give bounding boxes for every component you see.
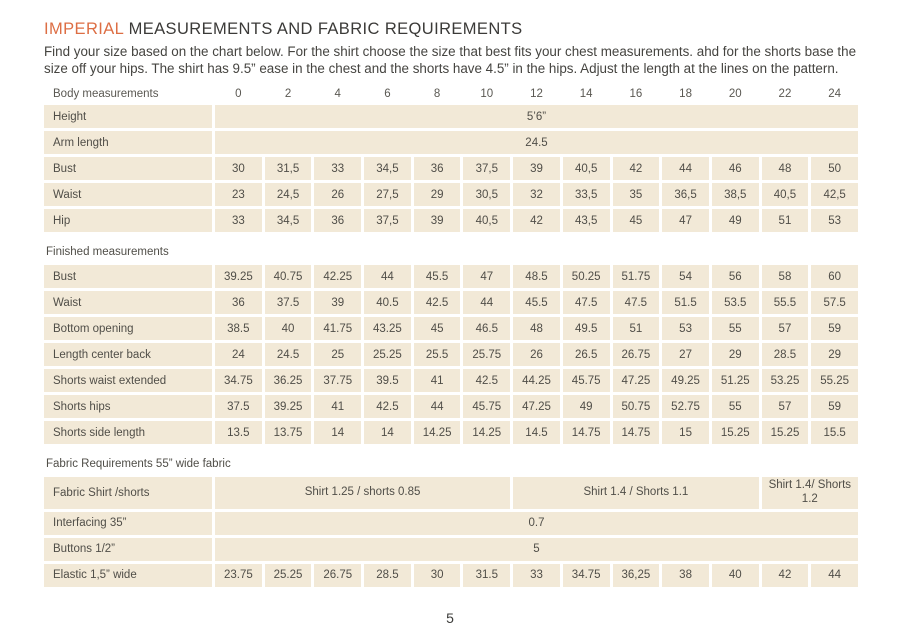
value-cell: 38 <box>662 564 709 587</box>
value-cell: 53 <box>662 317 709 340</box>
value-cell: 31,5 <box>265 157 312 180</box>
value-cell: 36 <box>215 291 262 314</box>
value-cell: 50 <box>811 157 858 180</box>
value-cell: 40.5 <box>364 291 411 314</box>
value-cell: 30 <box>414 564 461 587</box>
merged-value-cell: 5 <box>215 538 858 561</box>
row-label-cell: Bust <box>44 157 212 180</box>
size-column-header: 4 <box>334 88 341 100</box>
value-cell: 44.25 <box>513 369 560 392</box>
value-cell: 40.75 <box>265 265 312 288</box>
value-cell: 58 <box>762 265 809 288</box>
value-cell: 14.25 <box>463 421 510 444</box>
value-cell: 49.25 <box>662 369 709 392</box>
row-label-cell: Height <box>44 105 212 128</box>
value-cell: 40,5 <box>762 183 809 206</box>
section-label: Fabric Requirements 55” wide fabric <box>46 458 231 470</box>
size-column-header: 8 <box>433 88 441 100</box>
value-cell: 34,5 <box>265 209 312 232</box>
value-cell: 42.5 <box>414 291 461 314</box>
value-cell: 38.5 <box>215 317 262 340</box>
value-cell: 45.75 <box>463 395 510 418</box>
row-label-cell: Shorts waist extended <box>44 369 212 392</box>
value-cell: 36 <box>414 157 461 180</box>
value-cell: 59 <box>811 317 858 340</box>
value-cell: 57.5 <box>811 291 858 314</box>
size-column-header: 6 <box>384 88 391 100</box>
title-accent: IMPERIAL <box>44 20 124 38</box>
row-label-cell: Shorts hips <box>44 395 212 418</box>
value-cell: 33 <box>314 157 361 180</box>
value-cell: 45 <box>613 209 660 232</box>
value-cell: 47.25 <box>513 395 560 418</box>
value-cell: 33 <box>513 564 560 587</box>
value-cell: 45 <box>414 317 461 340</box>
value-cell: 42.25 <box>314 265 361 288</box>
value-cell: 45.5 <box>414 265 461 288</box>
value-cell: 47.25 <box>613 369 660 392</box>
value-cell: 36,25 <box>613 564 660 587</box>
row-label-cell: Elastic 1,5” wide <box>44 564 212 587</box>
value-cell: 25.25 <box>364 343 411 366</box>
value-cell: 45.5 <box>513 291 560 314</box>
value-cell: 43.25 <box>364 317 411 340</box>
value-cell: 33 <box>215 209 262 232</box>
value-cell: 14.75 <box>563 421 610 444</box>
value-cell: 29 <box>414 183 461 206</box>
page-title <box>44 20 858 39</box>
title-rest: MEASUREMENTS AND FABRIC REQUIREMENTS <box>128 20 523 38</box>
value-cell: 57 <box>762 395 809 418</box>
value-cell: 55.25 <box>811 369 858 392</box>
value-cell: 25.25 <box>265 564 312 587</box>
value-cell: 27,5 <box>364 183 411 206</box>
value-cell: 24.5 <box>265 343 312 366</box>
value-cell: 13.75 <box>265 421 312 444</box>
value-cell: 34,5 <box>364 157 411 180</box>
value-cell: 30 <box>215 157 262 180</box>
value-cell: 55 <box>712 395 759 418</box>
size-column-header: 0 <box>235 88 242 100</box>
value-cell: 37,5 <box>463 157 510 180</box>
row-label-cell: Hip <box>44 209 212 232</box>
size-column-header: 10 <box>480 88 494 100</box>
value-cell: 29 <box>811 343 858 366</box>
value-cell: 39.25 <box>265 395 312 418</box>
row-label-cell: Interfacing 35” <box>44 512 212 535</box>
value-cell: 40 <box>712 564 759 587</box>
value-cell: 40,5 <box>463 209 510 232</box>
value-cell: 42,5 <box>811 183 858 206</box>
value-cell: 47.5 <box>613 291 660 314</box>
value-cell: 26.75 <box>314 564 361 587</box>
row-label-cell: Arm length <box>44 131 212 154</box>
row-label-cell: Bust <box>44 265 212 288</box>
value-cell: 38,5 <box>712 183 759 206</box>
value-cell: 48 <box>762 157 809 180</box>
fabric-group-cell: Shirt 1.25 / shorts 0.85 <box>215 477 510 509</box>
merged-value-cell: 24.5 <box>215 131 858 154</box>
value-cell: 55 <box>712 317 759 340</box>
value-cell: 40 <box>265 317 312 340</box>
value-cell: 44 <box>811 564 858 587</box>
value-cell: 39 <box>414 209 461 232</box>
value-cell: 35 <box>613 183 660 206</box>
size-column-header: 22 <box>778 88 792 100</box>
row-label-cell: Waist <box>44 291 212 314</box>
value-cell: 39 <box>314 291 361 314</box>
value-cell: 26 <box>513 343 560 366</box>
value-cell: 37,5 <box>364 209 411 232</box>
value-cell: 39.25 <box>215 265 262 288</box>
value-cell: 14 <box>314 421 361 444</box>
fabric-group-cell: Shirt 1.4 / Shorts 1.1 <box>513 477 758 509</box>
value-cell: 49.5 <box>563 317 610 340</box>
value-cell: 44 <box>414 395 461 418</box>
value-cell: 42 <box>513 209 560 232</box>
value-cell: 43,5 <box>563 209 610 232</box>
value-cell: 45.75 <box>563 369 610 392</box>
value-cell: 25 <box>314 343 361 366</box>
value-cell: 44 <box>662 157 709 180</box>
value-cell: 26 <box>314 183 361 206</box>
size-column-header: 12 <box>530 88 543 100</box>
size-column-header: 2 <box>284 88 292 100</box>
value-cell: 32 <box>513 183 560 206</box>
value-cell: 52.75 <box>662 395 709 418</box>
value-cell: 14.5 <box>513 421 560 444</box>
value-cell: 60 <box>811 265 858 288</box>
value-cell: 56 <box>712 265 759 288</box>
value-cell: 14.75 <box>613 421 660 444</box>
value-cell: 54 <box>662 265 709 288</box>
value-cell: 53.5 <box>712 291 759 314</box>
value-cell: 53.25 <box>762 369 809 392</box>
fabric-group-cell: Shirt 1.4/ Shorts 1.2 <box>762 477 858 509</box>
row-label-cell: Bottom opening <box>44 317 212 340</box>
value-cell: 40,5 <box>563 157 610 180</box>
row-label-cell: Waist <box>44 183 212 206</box>
value-cell: 51.25 <box>712 369 759 392</box>
value-cell: 44 <box>364 265 411 288</box>
value-cell: 28.5 <box>762 343 809 366</box>
value-cell: 14.25 <box>414 421 461 444</box>
merged-value-cell: 0.7 <box>215 512 858 535</box>
value-cell: 42 <box>762 564 809 587</box>
value-cell: 24,5 <box>265 183 312 206</box>
value-cell: 13.5 <box>215 421 262 444</box>
value-cell: 47.5 <box>563 291 610 314</box>
size-column-header: 20 <box>728 88 742 100</box>
row-label-cell: Shorts side length <box>44 421 212 444</box>
row-label-cell: Length center back <box>44 343 212 366</box>
value-cell: 51 <box>762 209 809 232</box>
value-cell: 37.5 <box>265 291 312 314</box>
value-cell: 29 <box>712 343 759 366</box>
value-cell: 42.5 <box>463 369 510 392</box>
value-cell: 37.75 <box>314 369 361 392</box>
value-cell: 59 <box>811 395 858 418</box>
measurement-table <box>44 86 858 587</box>
value-cell: 46.5 <box>463 317 510 340</box>
page-number: 5 <box>446 610 454 626</box>
value-cell: 37.5 <box>215 395 262 418</box>
value-cell: 25.5 <box>414 343 461 366</box>
value-cell: 26.5 <box>563 343 610 366</box>
value-cell: 15.25 <box>712 421 759 444</box>
value-cell: 51 <box>613 317 660 340</box>
size-column-header: 24 <box>828 88 842 100</box>
value-cell: 36 <box>314 209 361 232</box>
value-cell: 26.75 <box>613 343 660 366</box>
row-label-cell: Fabric Shirt /shorts <box>44 477 212 509</box>
value-cell: 24 <box>215 343 262 366</box>
value-cell: 50.25 <box>563 265 610 288</box>
value-cell: 53 <box>811 209 858 232</box>
merged-value-cell: 5’6” <box>215 105 858 128</box>
value-cell: 15.25 <box>762 421 809 444</box>
value-cell: 42.5 <box>364 395 411 418</box>
value-cell: 31.5 <box>463 564 510 587</box>
value-cell: 30,5 <box>463 183 510 206</box>
value-cell: 27 <box>662 343 709 366</box>
value-cell: 15 <box>662 421 709 444</box>
table-header-label: Body measurements <box>53 88 159 100</box>
value-cell: 41 <box>314 395 361 418</box>
value-cell: 48.5 <box>513 265 560 288</box>
size-column-header: 18 <box>679 88 692 100</box>
section-label: Finished measurements <box>46 246 169 258</box>
value-cell: 33,5 <box>563 183 610 206</box>
row-label-cell: Buttons 1/2” <box>44 538 212 561</box>
intro-paragraph: Find your size based on the chart below. For the shirt choose the size that best fits your chest measurements. ahd for the shorts base the size off your hips. The shirt has 9.5” ease in the chest and the shorts have 4.5” in the hips. Adjust the length at the lines on the pattern. <box>44 44 857 76</box>
value-cell: 42 <box>613 157 660 180</box>
value-cell: 48 <box>513 317 560 340</box>
value-cell: 55.5 <box>762 291 809 314</box>
value-cell: 50.75 <box>613 395 660 418</box>
value-cell: 28.5 <box>364 564 411 587</box>
value-cell: 49 <box>563 395 610 418</box>
value-cell: 23.75 <box>215 564 262 587</box>
size-column-header: 16 <box>629 88 643 100</box>
value-cell: 39.5 <box>364 369 411 392</box>
value-cell: 51.5 <box>662 291 709 314</box>
value-cell: 44 <box>463 291 510 314</box>
value-cell: 47 <box>662 209 709 232</box>
size-column-header: 14 <box>579 88 593 100</box>
value-cell: 39 <box>513 157 560 180</box>
value-cell: 49 <box>712 209 759 232</box>
value-cell: 46 <box>712 157 759 180</box>
value-cell: 36.25 <box>265 369 312 392</box>
value-cell: 41 <box>414 369 461 392</box>
value-cell: 57 <box>762 317 809 340</box>
value-cell: 15.5 <box>811 421 858 444</box>
value-cell: 34.75 <box>563 564 610 587</box>
value-cell: 47 <box>463 265 510 288</box>
value-cell: 34.75 <box>215 369 262 392</box>
value-cell: 25.75 <box>463 343 510 366</box>
value-cell: 51.75 <box>613 265 660 288</box>
value-cell: 41.75 <box>314 317 361 340</box>
value-cell: 14 <box>364 421 411 444</box>
value-cell: 23 <box>215 183 262 206</box>
value-cell: 36,5 <box>662 183 709 206</box>
